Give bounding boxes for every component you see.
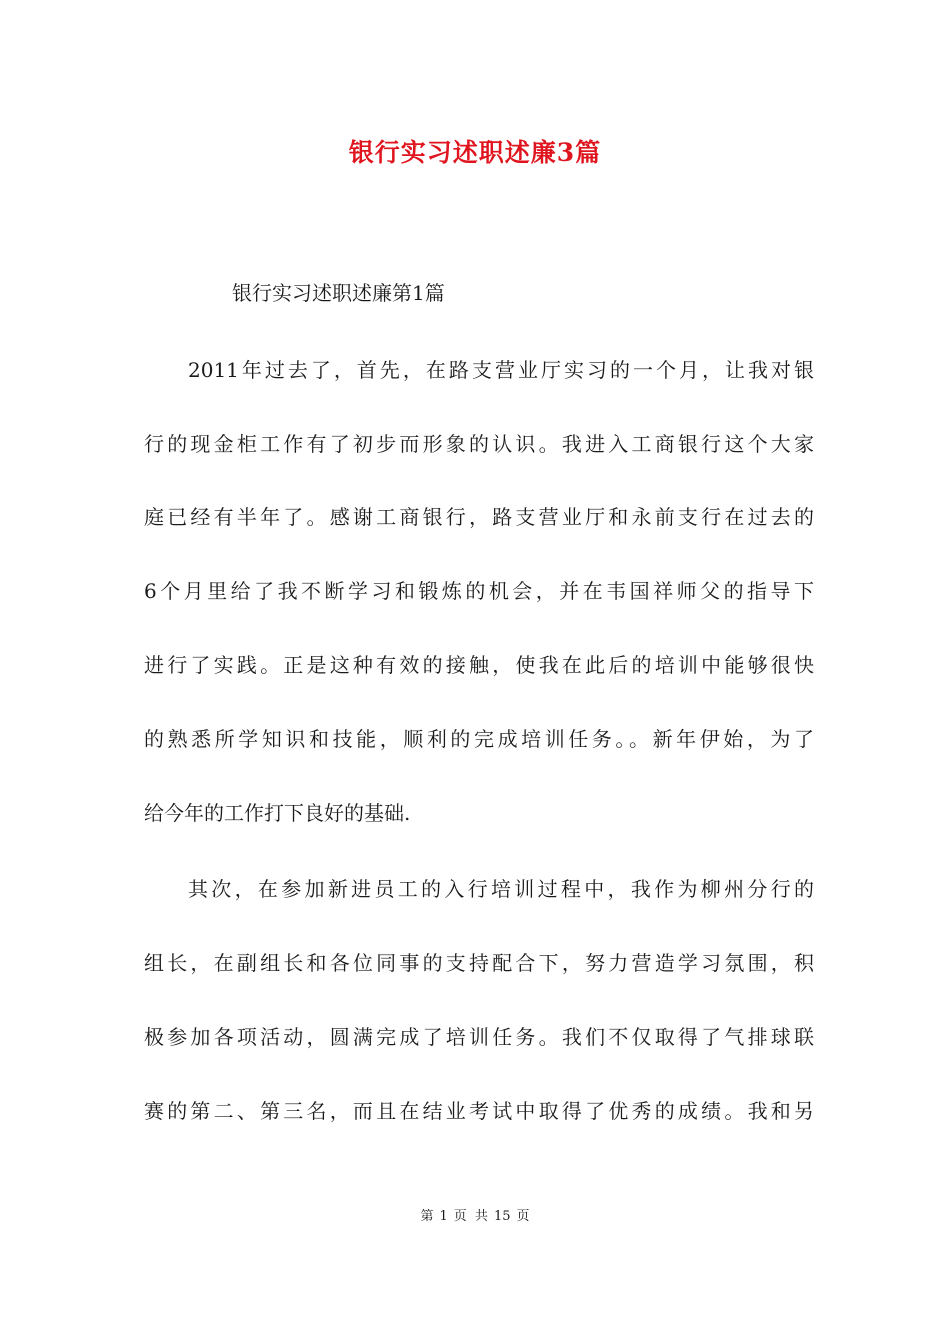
section-heading: 银行实习述职述廉第1篇 — [232, 281, 445, 305]
paragraph-1-line-1: 2011年过去了，首先，在路支营业厅实习的一个月，让我对银 — [188, 358, 814, 382]
document-title: 银行实习述职述廉3篇 — [348, 138, 602, 167]
footer-suffix: 页 — [516, 1209, 530, 1224]
paragraph-2-line-2: 组长，在副组长和各位同事的支持配合下，努力营造学习氛围，积 — [144, 951, 814, 975]
footer-total-pages: 15 — [493, 1209, 511, 1224]
paragraph-1-line-7: 给今年的工作打下良好的基础. — [144, 801, 411, 825]
footer-current-page: 1 — [439, 1209, 448, 1224]
footer-middle: 页 共 — [453, 1209, 488, 1224]
paragraph-1-line-5: 进行了实践。正是这种有效的接触，使我在此后的培训中能够很快 — [144, 653, 814, 677]
footer-prefix: 第 — [420, 1209, 434, 1224]
paragraph-1-line-6: 的熟悉所学知识和技能，顺利的完成培训任务。。新年伊始，为了 — [144, 727, 814, 751]
paragraph-2-line-3: 极参加各项活动，圆满完成了培训任务。我们不仅取得了气排球联 — [144, 1025, 814, 1049]
page-footer — [0, 1207, 950, 1227]
paragraph-1-line-3: 庭已经有半年了。感谢工商银行，路支营业厅和永前支行在过去的 — [144, 505, 814, 529]
paragraph-1-line-2: 行的现金柜工作有了初步而形象的认识。我进入工商银行这个大家 — [144, 432, 814, 456]
paragraph-1-line-4: 6个月里给了我不断学习和锻炼的机会，并在韦国祥师父的指导下 — [144, 579, 814, 603]
paragraph-2-line-1: 其次，在参加新进员工的入行培训过程中，我作为柳州分行的 — [188, 877, 814, 901]
paragraph-2-line-4: 赛的第二、第三名，而且在结业考试中取得了优秀的成绩。我和另 — [144, 1099, 814, 1123]
